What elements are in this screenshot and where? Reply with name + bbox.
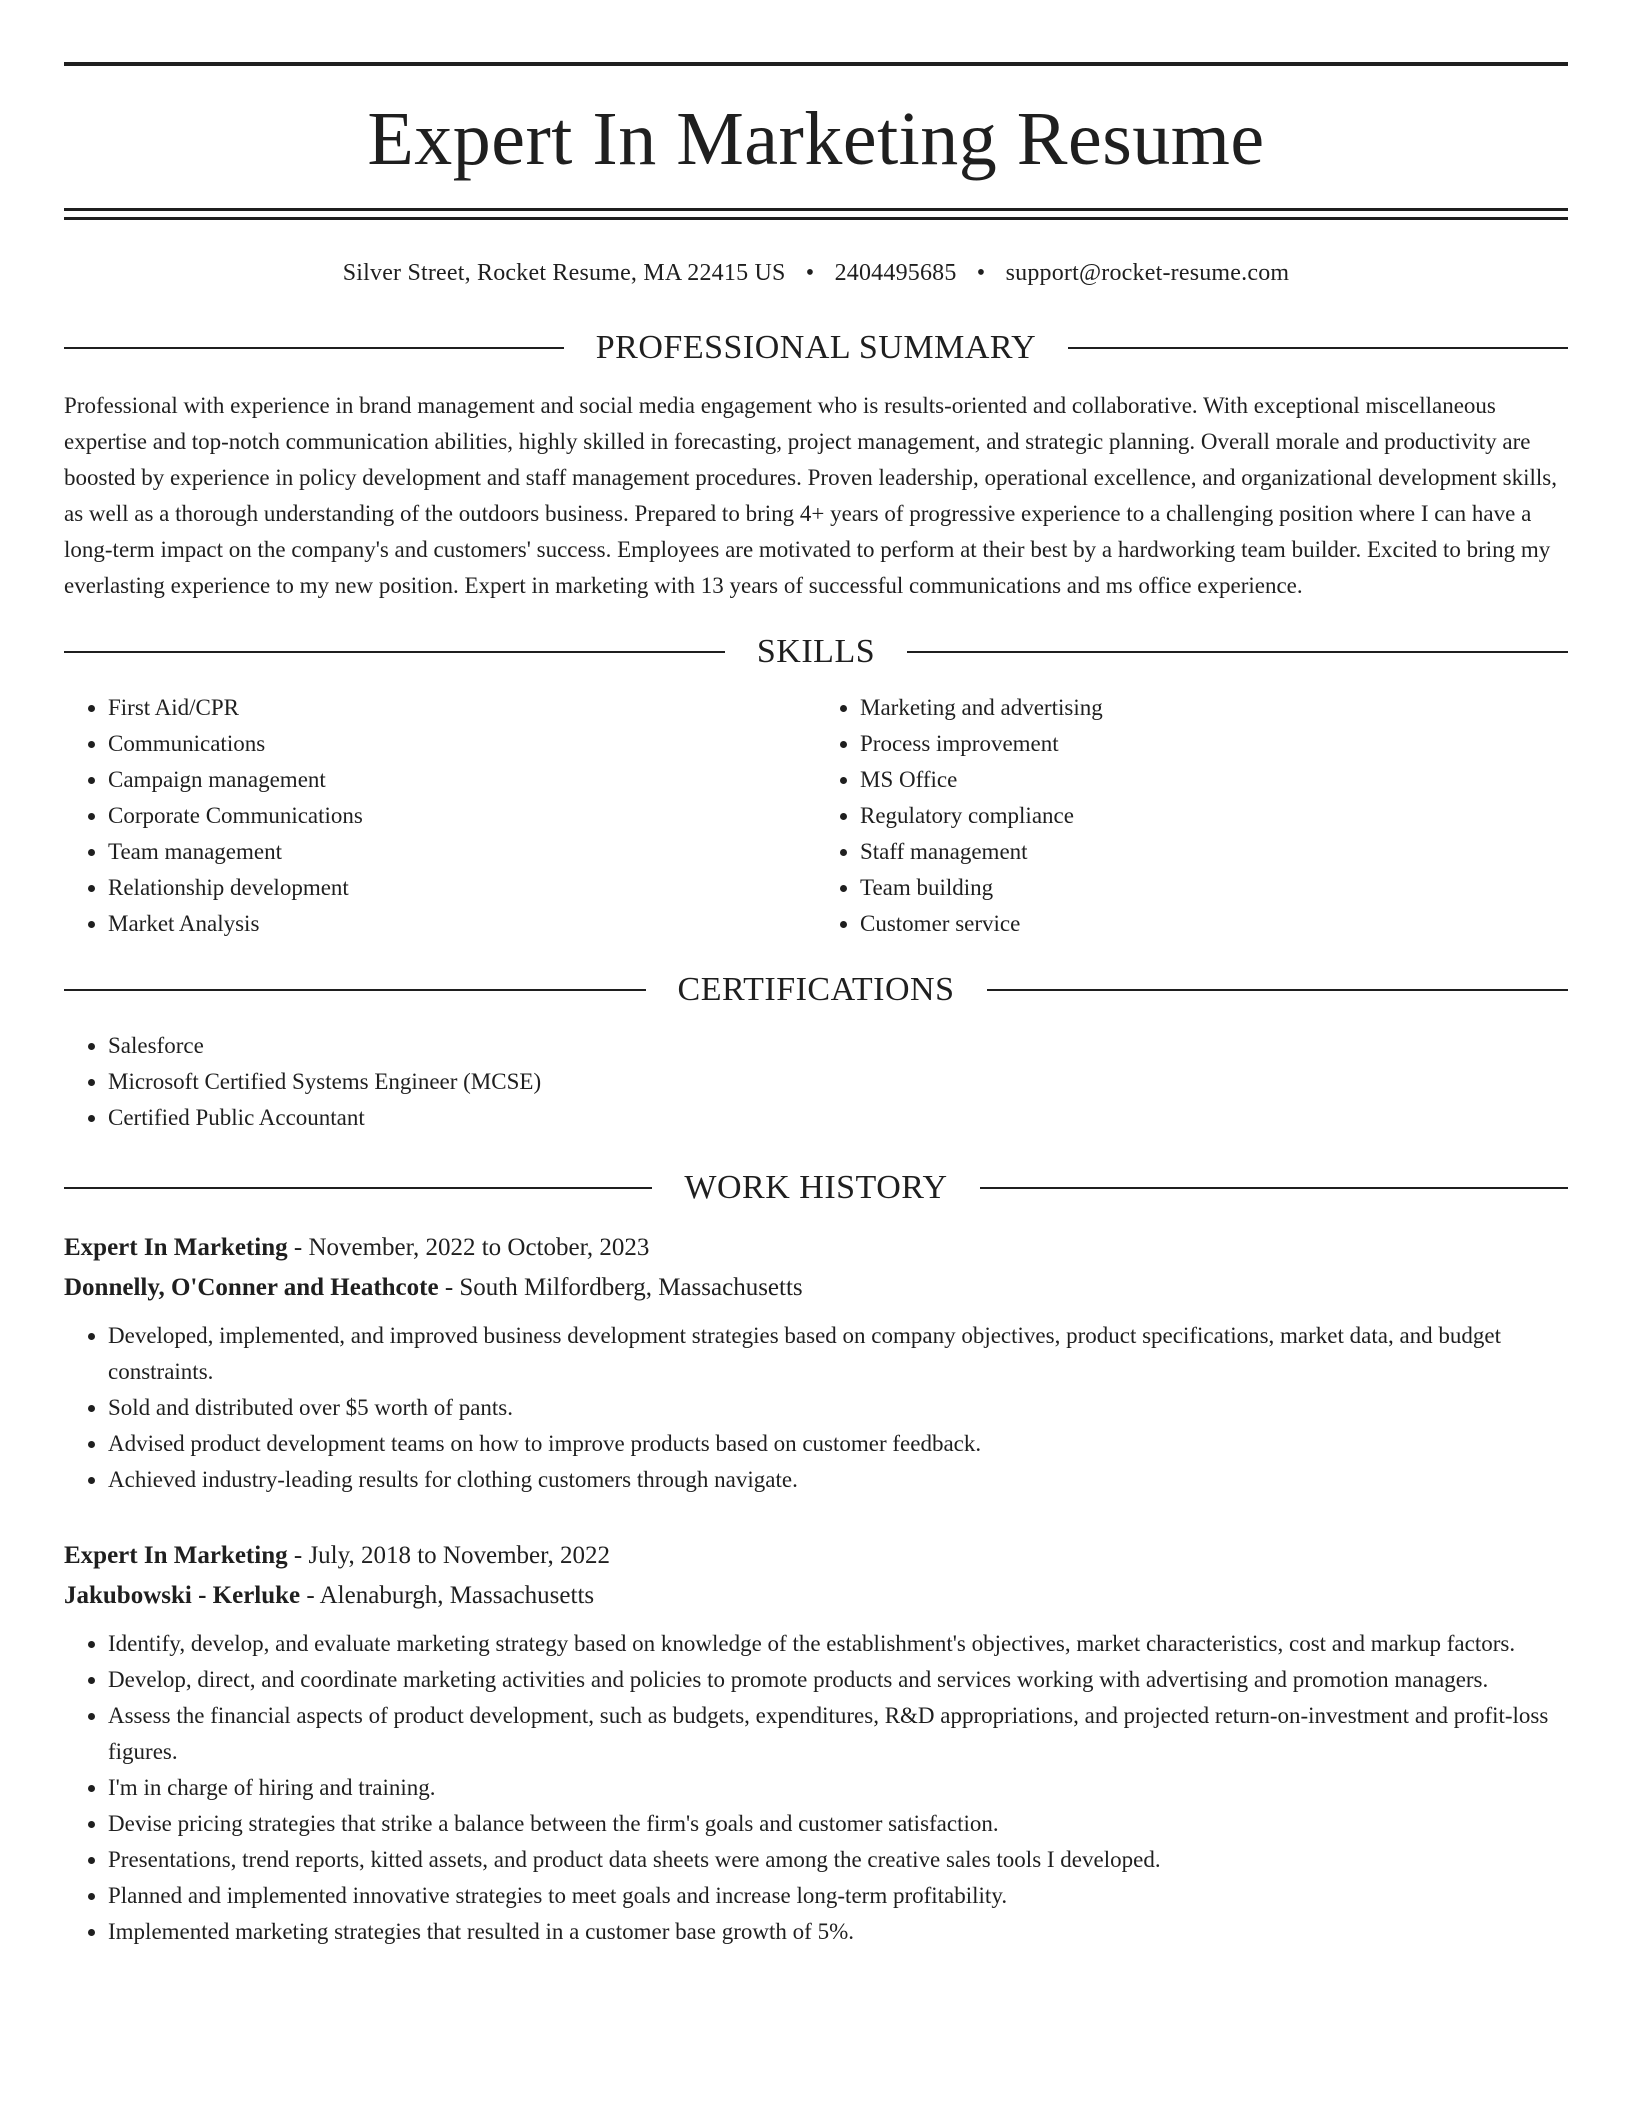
job-company: Jakubowski - Kerluke [64, 1582, 301, 1609]
skill-item: • Team building [860, 870, 1568, 906]
resume-title: Expert In Marketing Resume [367, 97, 1265, 181]
section-title-work-history: WORK HISTORY [684, 1169, 948, 1206]
skill-item: • Regulatory compliance [860, 798, 1568, 834]
contact-phone: 2404495685 [834, 260, 957, 286]
job-bullet: • I'm in charge of hiring and training. [108, 1770, 1568, 1806]
job-dates: November, 2022 to October, 2023 [308, 1234, 650, 1261]
job-bullet: • Advised product development teams on how to improve products based on customer feedback. [108, 1426, 1568, 1462]
skill-item: • Team management [108, 834, 816, 870]
section-header-work-history [64, 1168, 1568, 1208]
job-bullet: • Sold and distributed over $5 worth of pants. [108, 1390, 1568, 1426]
job-bullets [64, 1318, 1568, 1498]
section-rule-right [1068, 347, 1568, 349]
section-rule-right [907, 651, 1568, 653]
skills-column-left [64, 690, 816, 942]
skill-item: • MS Office [860, 762, 1568, 798]
certification-item: • Microsoft Certified Systems Engineer (MCSE) [108, 1064, 1568, 1100]
section-rule-left [64, 347, 564, 349]
contact-separator: • [976, 260, 986, 286]
job-bullet: • Implemented marketing strategies that resulted in a customer base growth of 5%. [108, 1914, 1568, 1950]
top-rule [64, 62, 1568, 66]
double-rule-upper [64, 208, 1568, 211]
skill-item: • Campaign management [108, 762, 816, 798]
job-entry [64, 1536, 1568, 1950]
skill-item: • Customer service [860, 906, 1568, 942]
certifications-list [64, 1028, 1568, 1136]
skill-item: • Market Analysis [108, 906, 816, 942]
skill-item: • Marketing and advertising [860, 690, 1568, 726]
job-dates: July, 2018 to November, 2022 [308, 1542, 610, 1569]
job-location: South Milfordberg, Massachusetts [459, 1274, 803, 1301]
contact-email: support@rocket-resume.com [1005, 260, 1290, 286]
section-rule-left [64, 1187, 652, 1189]
contact-separator: • [805, 260, 815, 286]
job-title-line: Expert In Marketing - November, 2022 to October, 2023 [64, 1234, 650, 1261]
section-rule-left [64, 651, 725, 653]
job-title: Expert In Marketing [64, 1234, 288, 1261]
job-company-line: Jakubowski - Kerluke - Alenaburgh, Massachusetts [64, 1582, 595, 1609]
job-location: Alenaburgh, Massachusetts [319, 1582, 595, 1609]
section-rule-right [980, 1187, 1568, 1189]
section-title-skills: SKILLS [756, 633, 876, 670]
certification-item: • Salesforce [108, 1028, 1568, 1064]
section-title-summary: PROFESSIONAL SUMMARY [595, 329, 1037, 366]
skills-column-right [816, 690, 1568, 942]
job-company: Donnelly, O'Conner and Heathcote [64, 1274, 439, 1301]
job-bullet: • Develop, direct, and coordinate marketing activities and policies to promote products and services working with advertising and promotion managers. [108, 1662, 1568, 1698]
resume-page [64, 0, 1568, 1950]
skill-item: • Communications [108, 726, 816, 762]
job-bullet: • Planned and implemented innovative strategies to meet goals and increase long-term profitability. [108, 1878, 1568, 1914]
job-title: Expert In Marketing [64, 1542, 288, 1569]
skill-item: • First Aid/CPR [108, 690, 816, 726]
section-rule-left [64, 989, 646, 991]
section-title-certifications: CERTIFICATIONS [677, 971, 955, 1008]
section-header-skills [64, 632, 1568, 672]
job-bullet: • Achieved industry-leading results for clothing customers through navigate. [108, 1462, 1568, 1498]
section-header-certifications [64, 970, 1568, 1010]
skill-item: • Relationship development [108, 870, 816, 906]
job-title-line: Expert In Marketing - July, 2018 to November, 2022 [64, 1542, 610, 1569]
contact-address: Silver Street, Rocket Resume, MA 22415 US [342, 260, 786, 286]
skill-item: • Corporate Communications [108, 798, 816, 834]
section-rule-right [987, 989, 1569, 991]
summary-text: Professional with experience in brand management and social media engagement who is results-oriented and collaborative. With exceptional miscellaneous expertise and top-notch communication abilities, highly skilled in forecasting, project management, and strategic planning. Overall morale and productivity are boosted by experience in policy development and staff management procedures. Proven leadership, operational excellence, and organizational development skills, as well as a thorough understanding of the outdoors business. Prepared to bring 4+ years of progressive experience to a challenging position where I can have a long-term impact on the company's and customers' success. Employees are motivated to perform at their best by a hardworking team builder. Excited to bring my everlasting experience to my new position. Expert in marketing with 13 years of successful communications and ms office experience. [64, 393, 1558, 598]
section-header-summary [64, 328, 1568, 368]
skills-list [64, 690, 1568, 942]
job-bullets [64, 1626, 1568, 1950]
double-rule-lower [64, 217, 1568, 220]
job-bullet: • Devise pricing strategies that strike a balance between the firm's goals and customer satisfaction. [108, 1806, 1568, 1842]
contact-line [64, 258, 1568, 288]
job-bullet: • Assess the financial aspects of product development, such as budgets, expenditures, R&D appropriations, and projected return-on-investment and profit-loss figures. [108, 1698, 1568, 1770]
job-bullet: • Presentations, trend reports, kitted assets, and product data sheets were among the creative sales tools I developed. [108, 1842, 1568, 1878]
job-entry [64, 1228, 1568, 1498]
skill-item: • Process improvement [860, 726, 1568, 762]
job-bullet: • Developed, implemented, and improved business development strategies based on company objectives, product specifications, market data, and budget constraints. [108, 1318, 1568, 1390]
job-bullet: • Identify, develop, and evaluate marketing strategy based on knowledge of the establishment's objectives, market characteristics, cost and markup factors. [108, 1626, 1568, 1662]
job-company-line: Donnelly, O'Conner and Heathcote - South Milfordberg, Massachusetts [64, 1274, 803, 1301]
certification-item: • Certified Public Accountant [108, 1100, 1568, 1136]
skill-item: • Staff management [860, 834, 1568, 870]
